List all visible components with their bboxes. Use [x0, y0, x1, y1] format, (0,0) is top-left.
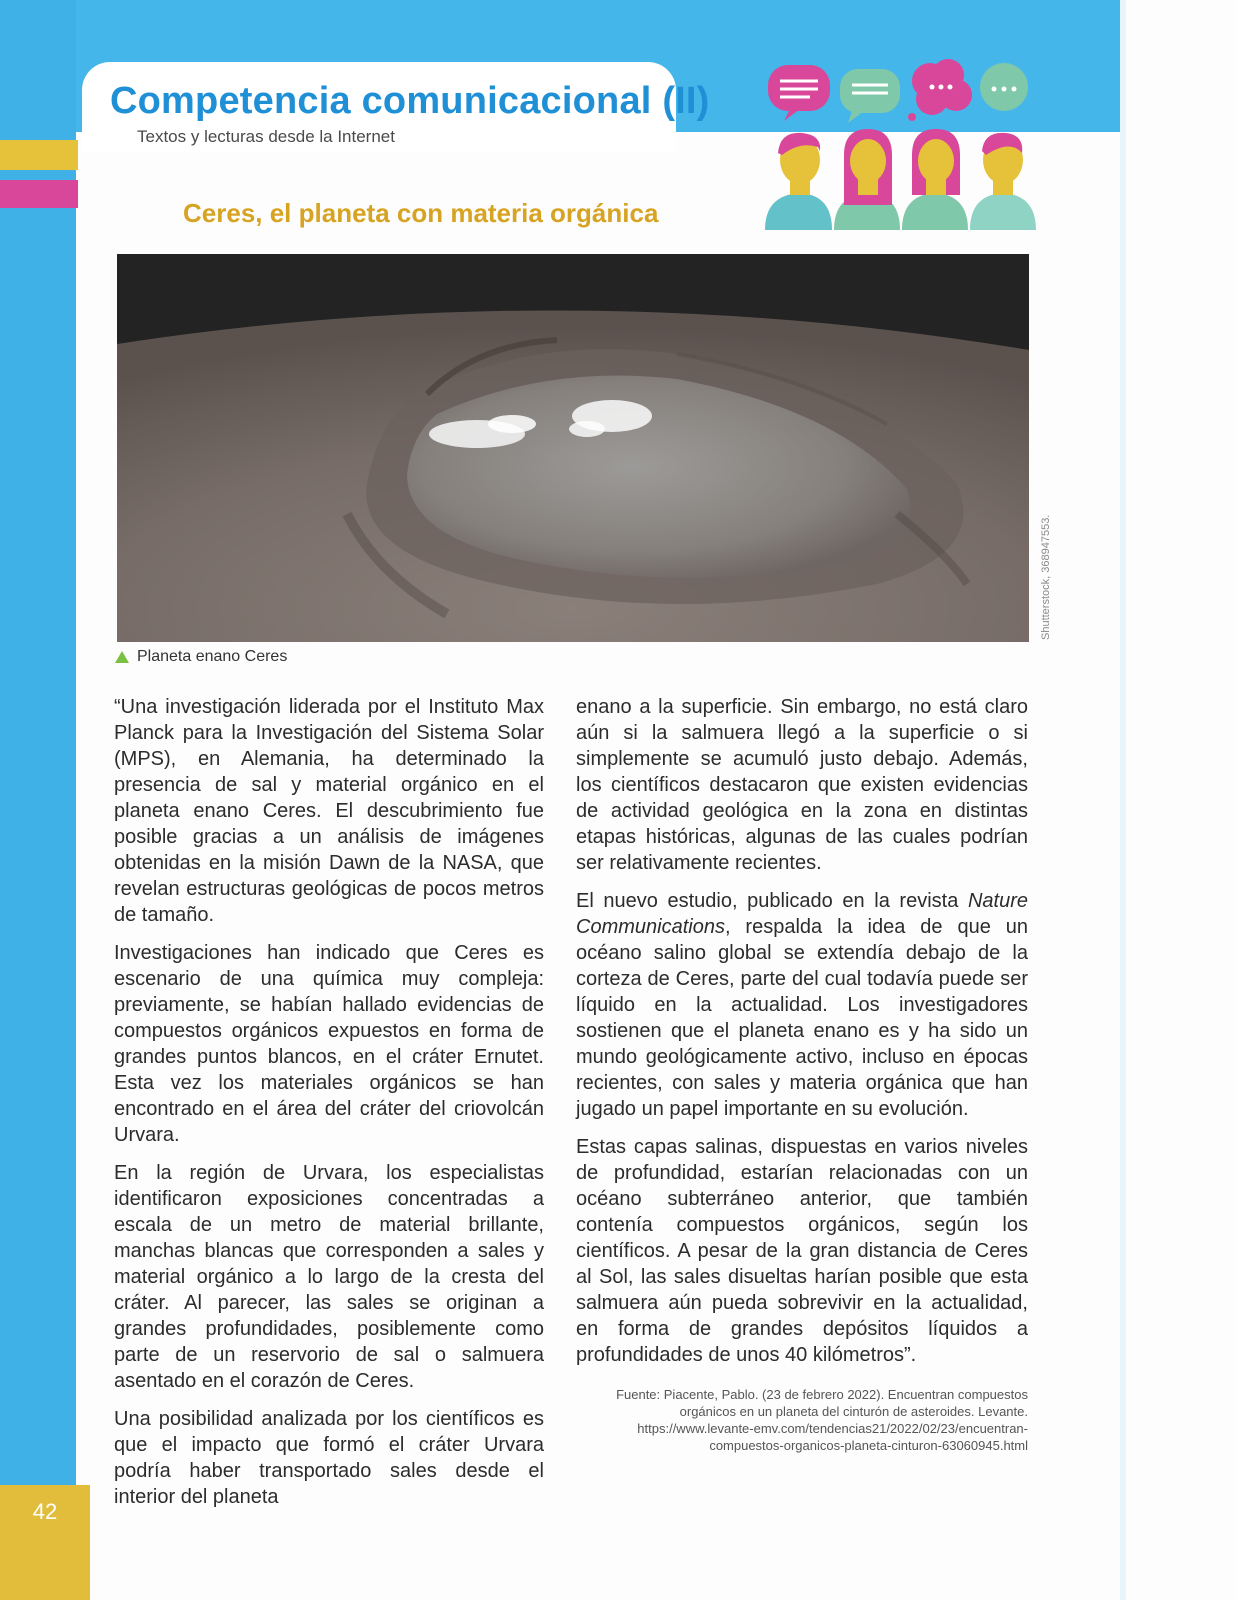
- speech-bubble-icon: [768, 65, 830, 121]
- page-number: 42: [0, 1485, 90, 1600]
- speech-bubble-icon: [980, 63, 1028, 111]
- ceres-image: [117, 254, 1029, 642]
- section-tab-pink: [0, 180, 78, 208]
- speech-bubble-icon: [908, 59, 972, 121]
- source-citation: Fuente: Piacente, Pablo. (23 de febrero 2022). Encuentran compuestos orgánicos en un planeta del cinturón de asteroides. Levante. https://www.levante-emv.com/tendencias21/2022/02/23/encuentran-compuestos-organicos-planeta-cinturon-63060945.html: [616, 1387, 1028, 1453]
- paragraph-suffix: , respalda la idea de que un océano salino global se extendía debajo de la corteza de Ceres, parte del cual todavía puede ser líquido en la actualidad. Los investigadores sostienen que el planeta enano es y ha sido un mundo geológicamente activo, incluso en épocas recientes, con sales y materia orgánica que han jugado un papel importante en su evolución.: [576, 916, 1028, 1120]
- paragraph: enano a la superficie. Sin embargo, no está claro aún si la salmuera llegó a la superficie o si simplemente se acumuló justo debajo. Además, los científicos destacaron que existen evidencias de actividad geológica en la zona en distintas etapas históricas, algunas de las cuales podrían ser relativamente recientes.: [576, 696, 1028, 874]
- paragraph: “Una investigación liderada por el Instituto Max Planck para la Investigación del Sistema Solar (MPS), en Alemania, ha determinado la presencia de sal y material orgánico en el planeta enano Ceres. El descubrimiento fue posible gracias a un análisis de imágenes obtenidas en la misión Dawn de la NASA, que revelan estructuras geológicas de pocos metros de tamaño.: [114, 696, 544, 926]
- triangle-bullet-icon: [115, 651, 129, 663]
- right-column: [576, 694, 1028, 1454]
- journal-name: Nature Communications: [576, 890, 1028, 938]
- paragraph-prefix: El nuevo estudio, publicado en la revista: [576, 890, 968, 912]
- people-icon: [760, 55, 1040, 235]
- paragraph: Estas capas salinas, dispuestas en varios niveles de profundidad, estarían relacionadas con un océano subterráneo anterior, que también contenía compuestos orgánicos, según los científicos. A pesar de la gran distancia de Ceres al Sol, las sales disueltas harían posible que esta salmuera aún pueda sobrevivir en la actualidad, en forma de grandes depósitos líquidos a profundidades de unos 40 kilómetros”.: [576, 1136, 1028, 1366]
- paragraph: Una posibilidad analizada por los científicos es que el impacto que formó el cráter Urvara podría haber transportado sales desde el interior del planeta: [114, 1408, 544, 1508]
- caption-text: Planeta enano Ceres: [137, 648, 288, 665]
- paragraph: En la región de Urvara, los especialistas identificaron exposiciones concentradas a escala de un metro de material brillante, manchas blancas que corresponden a sales y material orgánico a lo largo de la cresta del cráter. Al parecer, las sales se originan a grandes profundidades, posiblemente como parte de un reservorio de sal o salmuera asentado en el corazón de Ceres.: [114, 1162, 544, 1392]
- speech-bubble-icon: [840, 69, 900, 123]
- page-subtitle: Textos y lecturas desde la Internet: [137, 127, 395, 146]
- left-margin-band: [0, 0, 76, 1600]
- section-tab-yellow: [0, 140, 78, 170]
- paragraph: [576, 888, 1028, 1122]
- left-column: [114, 694, 544, 1522]
- photo-credit: Shutterstock, 368947553.: [1040, 514, 1052, 640]
- page-title: Competencia comunicacional (II): [110, 80, 710, 122]
- paragraph: Investigaciones han indicado que Ceres es escenario de una química muy compleja: previamente, se habían hallado evidencias de compuestos orgánicos expuestos en forma de grandes puntos blancos, en el cráter Ernutet. Esta vez los materiales orgánicos se han encontrado en el área del cráter del criovolcán Urvara.: [114, 942, 544, 1146]
- page-edge: [1120, 0, 1126, 1600]
- photo-caption: [115, 648, 287, 666]
- article-heading: Ceres, el planeta con materia orgánica: [183, 198, 659, 228]
- ceres-photo: [117, 254, 1029, 642]
